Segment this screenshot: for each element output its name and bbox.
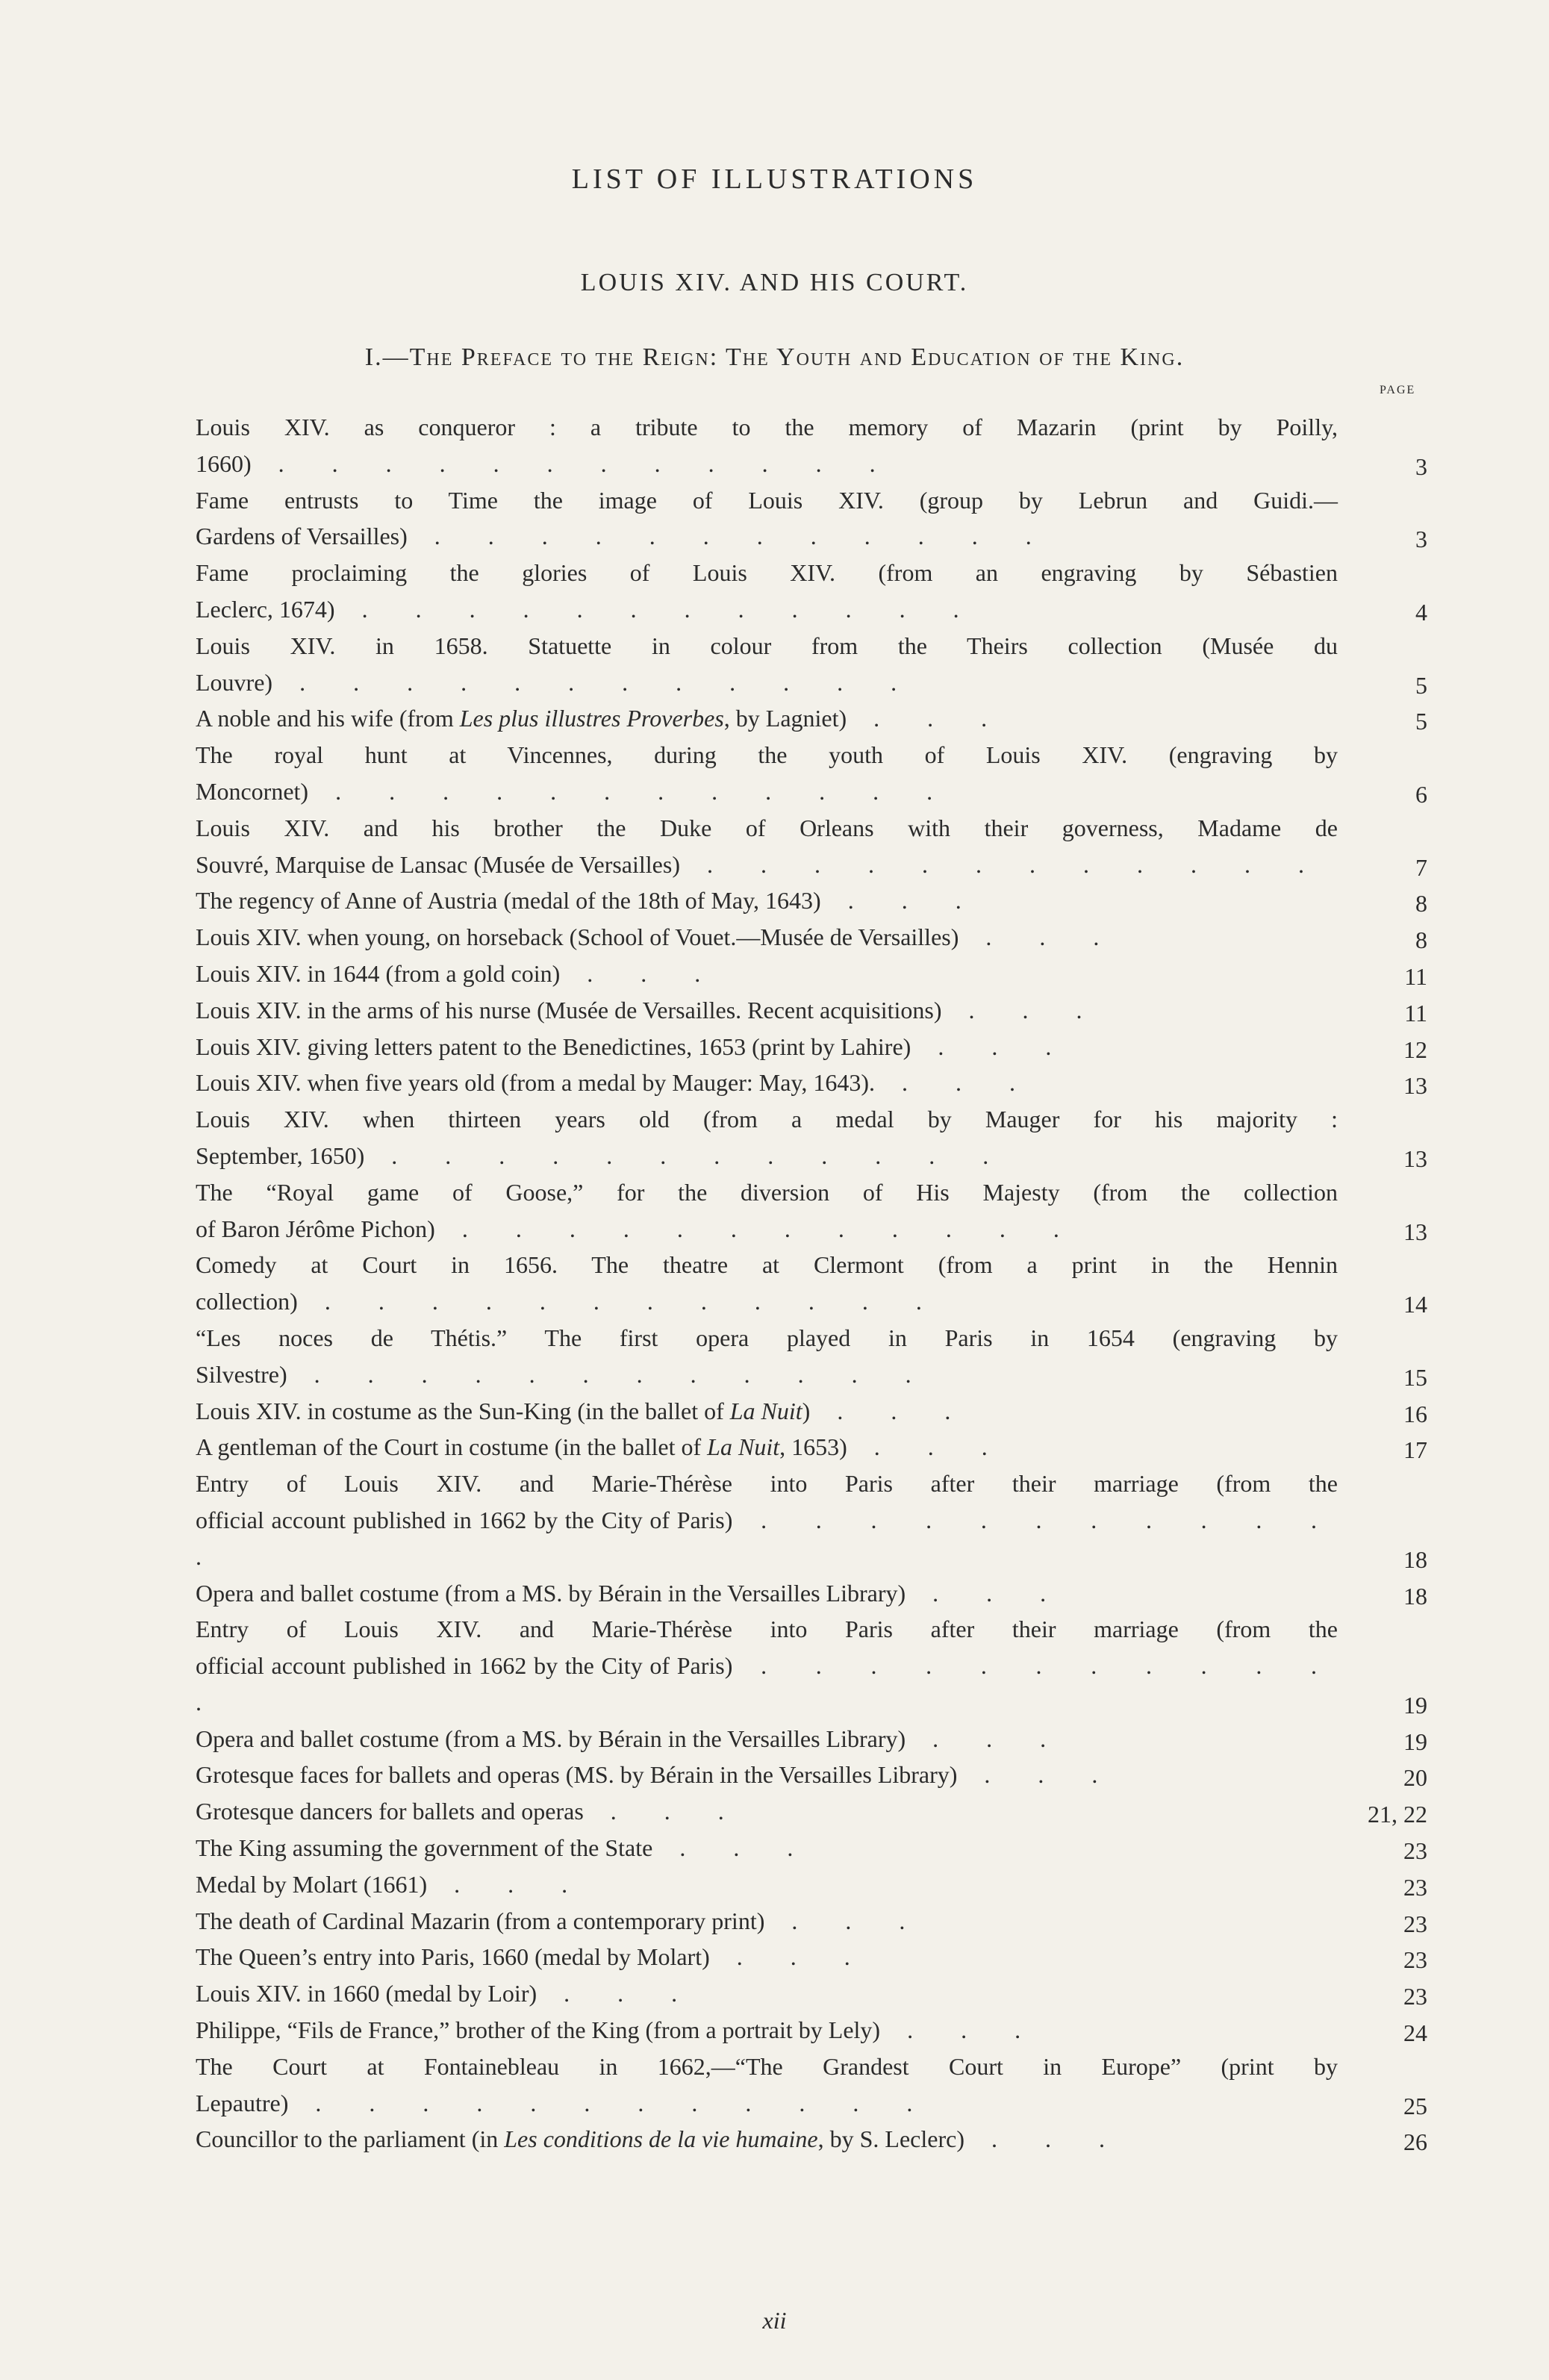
- entry-caption: Entry of Louis XIV. and Marie-Thérèse into Paris after their marriage (from the: [196, 1470, 1338, 1498]
- entry-page-number: 5: [1415, 671, 1427, 699]
- leader-dots: . . .: [583, 1798, 745, 1825]
- entry-page-number: 3: [1415, 526, 1427, 553]
- leader-dots: . . .: [652, 1834, 814, 1862]
- entry-caption: Fame proclaiming the glories of Louis XIV. (from an engraving by Sébastien: [196, 559, 1338, 587]
- list-item: [196, 919, 1427, 956]
- list-item: [196, 1611, 1427, 1720]
- entry-page-number: 11: [1404, 962, 1427, 990]
- entry-caption: The King assuming the government of the State . . .: [196, 1834, 814, 1862]
- entry-caption: Opera and ballet costume (from a MS. by Bérain in the Versailles Library) . . .: [196, 1579, 1068, 1607]
- leader-dots: . . .: [964, 2125, 1126, 2153]
- entry-caption-continued: of Baron Jérôme Pichon) . . . . . . . . . . . .: [196, 1215, 1080, 1242]
- entry-caption-continued: Moncornet) . . . . . . . . . . . .: [196, 777, 954, 805]
- list-item: [196, 1903, 1427, 1940]
- leader-dots: . . . . . . . . . . . .: [196, 1652, 1338, 1716]
- entry-caption: The death of Cardinal Mazarin (from a contemporary print) . . .: [196, 1907, 926, 1934]
- entry-page-number: 23: [1403, 1983, 1427, 2010]
- entry-caption: Louis XIV. when young, on horseback (School of Vouet.—Musée de Versailles) . . .: [196, 923, 1121, 951]
- entry-page-number: 15: [1403, 1363, 1427, 1391]
- leader-dots: . . . . . . . . . . . .: [272, 668, 918, 696]
- list-item: [196, 2012, 1427, 2049]
- leader-dots: . . .: [957, 1761, 1119, 1789]
- entry-caption: Louis XIV. in the arms of his nurse (Musée de Versailles. Recent acquisitions) . . .: [196, 996, 1103, 1024]
- entry-caption-continued: Lepautre) . . . . . . . . . . . .: [196, 2089, 934, 2116]
- list-item: [196, 1393, 1427, 1430]
- list-item: [196, 555, 1427, 628]
- list-item: [196, 810, 1427, 883]
- entry-caption: Medal by Molart (1661) . . .: [196, 1870, 589, 1898]
- entry-page-number: 23: [1403, 1910, 1427, 1937]
- list-item: [196, 1029, 1427, 1065]
- leader-dots: . . . . . . . . . . . .: [364, 1141, 1010, 1169]
- entry-page-number: 12: [1403, 1035, 1427, 1063]
- leader-dots: . . . . . . . . . . . .: [251, 449, 897, 477]
- leader-dots: . . .: [709, 1943, 871, 1971]
- entry-caption: Grotesque faces for ballets and operas (MS. by Bérain in the Versailles Library) . . .: [196, 1761, 1119, 1789]
- list-item: [196, 1939, 1427, 1975]
- entry-caption: Louis XIV. when thirteen years old (from a medal by Mauger for his majority :: [196, 1106, 1338, 1133]
- entry-page-number: 13: [1403, 1072, 1427, 1100]
- entry-page-number: 8: [1415, 890, 1427, 918]
- leader-dots: . . .: [906, 1579, 1068, 1607]
- leader-dots: . . . . . . . . . . . .: [288, 2089, 934, 2116]
- entry-page-number: 23: [1403, 1873, 1427, 1901]
- list-item: [196, 1101, 1427, 1174]
- list-item: [196, 1174, 1427, 1247]
- entry-page-number: 20: [1403, 1764, 1427, 1792]
- list-item: [196, 737, 1427, 810]
- entry-caption: Philippe, “Fils de France,” brother of the King (from a portrait by Lely) . . .: [196, 2016, 1042, 2044]
- leader-dots: . . . . . . . . . . . .: [196, 1506, 1338, 1570]
- entry-caption-continued: Souvré, Marquise de Lansac (Musée de Versailles) . . . . . . . . . . . .: [196, 850, 1325, 878]
- entry-page-number: 19: [1403, 1728, 1427, 1755]
- leader-dots: . . .: [810, 1397, 972, 1424]
- entry-caption: Entry of Louis XIV. and Marie-Thérèse into Paris after their marriage (from the: [196, 1616, 1338, 1643]
- leader-dots: . . .: [537, 1980, 699, 2007]
- leader-dots: . . .: [911, 1032, 1073, 1060]
- entry-caption-continued: collection) . . . . . . . . . . . .: [196, 1288, 943, 1315]
- list-item: [196, 992, 1427, 1029]
- leader-dots: . . . . . . . . . . . .: [434, 1215, 1080, 1242]
- list-item: [196, 1320, 1427, 1393]
- entry-page-number: 8: [1415, 926, 1427, 954]
- leader-dots: . . .: [906, 1725, 1068, 1752]
- illustration-list: [196, 409, 1427, 2158]
- list-item: [196, 628, 1427, 701]
- list-item: [196, 700, 1427, 737]
- list-item: [196, 2121, 1427, 2158]
- entry-page-number: 18: [1403, 1582, 1427, 1610]
- list-item: [196, 409, 1427, 482]
- leader-dots: . . .: [880, 2016, 1042, 2044]
- leader-dots: . . . . . . . . . . . .: [334, 595, 980, 623]
- list-item: [196, 1830, 1427, 1866]
- entry-caption: Louis XIV. in 1658. Statuette in colour from the Theirs collection (Musée du: [196, 632, 1338, 659]
- list-item: [196, 482, 1427, 555]
- leader-dots: . . .: [941, 996, 1103, 1024]
- leader-dots: . . . . . . . . . . . .: [407, 523, 1053, 550]
- entry-caption: Fame entrusts to Time the image of Louis XIV. (group by Lebrun and Guidi.—: [196, 486, 1338, 514]
- entry-page-number: 11: [1404, 999, 1427, 1027]
- entry-caption: The Queen’s entry into Paris, 1660 (medal by Molart) . . .: [196, 1943, 871, 1971]
- entry-caption: “Les noces de Thétis.” The first opera played in Paris in 1654 (engraving by: [196, 1324, 1338, 1351]
- entry-caption-continued: official account published in 1662 by the City of Paris) . . . . . . . . . . . .: [196, 1506, 1338, 1570]
- entry-caption: A noble and his wife (from Les plus illustres Proverbes, by Lagniet) . . .: [196, 705, 1009, 732]
- entry-caption: The royal hunt at Vincennes, during the youth of Louis XIV. (engraving by: [196, 741, 1338, 769]
- entry-caption: The Court at Fontainebleau in 1662,—“The Grandest Court in Europe” (print by: [196, 2052, 1338, 2080]
- entry-page-number: 13: [1403, 1144, 1427, 1172]
- entry-page-number: 7: [1415, 853, 1427, 881]
- leader-dots: . . .: [847, 705, 1009, 732]
- list-item: [196, 1866, 1427, 1903]
- page-title: LIST OF ILLUSTRATIONS: [571, 163, 978, 195]
- entry-page-number: 24: [1403, 2019, 1427, 2047]
- list-item: [196, 882, 1427, 919]
- entry-caption-continued: Louvre) . . . . . . . . . . . .: [196, 668, 918, 696]
- leader-dots: . . .: [820, 887, 982, 915]
- entry-caption: Louis XIV. as conqueror : a tribute to the memory of Mazarin (print by Poilly,: [196, 414, 1338, 440]
- entry-caption: Comedy at Court in 1656. The theatre at Clermont (from a print in the Hennin: [196, 1251, 1338, 1279]
- list-item: [196, 1721, 1427, 1757]
- list-item: [196, 1793, 1427, 1830]
- entry-caption: Grotesque dancers for ballets and operas . . .: [196, 1798, 745, 1825]
- leader-dots: . . . . . . . . . . . .: [679, 850, 1325, 878]
- entry-caption: The “Royal game of Goose,” for the diversion of His Majesty (from the collection: [196, 1178, 1338, 1206]
- entry-page-number: 25: [1403, 2092, 1427, 2119]
- entry-caption-continued: official account published in 1662 by the City of Paris) . . . . . . . . . . . .: [196, 1652, 1338, 1716]
- entry-page-number: 6: [1415, 780, 1427, 808]
- page-column-label: PAGE: [1380, 384, 1416, 396]
- entry-caption: Louis XIV. when five years old (from a medal by Mauger: May, 1643). . . .: [196, 1069, 1036, 1097]
- entry-caption: A gentleman of the Court in costume (in the ballet of La Nuit, 1653) . . .: [196, 1433, 1009, 1461]
- list-item: [196, 1575, 1427, 1612]
- entry-caption: Opera and ballet costume (from a MS. by Bérain in the Versailles Library) . . .: [196, 1725, 1068, 1752]
- entry-caption-continued: Leclerc, 1674) . . . . . . . . . . . .: [196, 595, 980, 623]
- leader-dots: . . . . . . . . . . . .: [287, 1360, 932, 1388]
- entry-page-number: 16: [1403, 1400, 1427, 1427]
- folio: xii: [762, 2307, 787, 2334]
- leader-dots: . . .: [427, 1870, 589, 1898]
- leader-dots: . . . . . . . . . . . .: [297, 1288, 943, 1315]
- leader-dots: . . .: [560, 959, 722, 987]
- entry-page-number: 13: [1403, 1218, 1427, 1245]
- entry-caption-continued: September, 1650) . . . . . . . . . . . .: [196, 1141, 1010, 1169]
- entry-caption: Louis XIV. in costume as the Sun-King (in the ballet of La Nuit) . . .: [196, 1397, 972, 1424]
- entry-page-number: 18: [1403, 1545, 1427, 1573]
- subtitle: LOUIS XIV. AND HIS COURT.: [580, 269, 969, 296]
- section-heading: I.—The Preface to the Reign: The Youth and Education of the King.: [364, 343, 1185, 371]
- entry-page-number: 5: [1415, 708, 1427, 735]
- entry-page-number: 23: [1403, 1946, 1427, 1974]
- list-item: [196, 1429, 1427, 1465]
- entry-caption-continued: Gardens of Versailles) . . . . . . . . . . . .: [196, 523, 1053, 550]
- leader-dots: . . .: [875, 1069, 1036, 1097]
- entry-caption: The regency of Anne of Austria (medal of the 18th of May, 1643) . . .: [196, 887, 982, 915]
- entry-caption-continued: Silvestre) . . . . . . . . . . . .: [196, 1360, 932, 1388]
- entry-page-number: 17: [1403, 1436, 1427, 1464]
- entry-page-number: 14: [1403, 1291, 1427, 1318]
- leader-dots: . . .: [764, 1907, 926, 1934]
- entry-caption-continued: 1660) . . . . . . . . . . . .: [196, 449, 897, 477]
- entry-caption: Louis XIV. in 1660 (medal by Loir) . . .: [196, 1980, 699, 2007]
- entry-page-number: 23: [1403, 1837, 1427, 1865]
- list-item: [196, 1247, 1427, 1320]
- list-item: [196, 956, 1427, 992]
- entry-page-number: 21, 22: [1368, 1801, 1427, 1828]
- entry-page-number: 19: [1403, 1691, 1427, 1719]
- list-item: [196, 1065, 1427, 1101]
- list-item: [196, 2049, 1427, 2122]
- entry-page-number: 4: [1415, 598, 1427, 626]
- list-item: [196, 1465, 1427, 1574]
- entry-page-number: 26: [1403, 2128, 1427, 2156]
- entry-page-number: 3: [1415, 452, 1427, 480]
- entry-caption: Louis XIV. in 1644 (from a gold coin) . . .: [196, 959, 722, 987]
- leader-dots: . . .: [959, 923, 1121, 951]
- entry-caption: Louis XIV. giving letters patent to the Benedictines, 1653 (print by Lahire) . . .: [196, 1032, 1073, 1060]
- entry-caption: Louis XIV. and his brother the Duke of Orleans with their governess, Madame de: [196, 814, 1338, 841]
- list-item: [196, 1975, 1427, 2012]
- list-item: [196, 1757, 1427, 1793]
- leader-dots: . . . . . . . . . . . .: [308, 777, 954, 805]
- entry-caption: Councillor to the parliament (in Les conditions de la vie humaine, by S. Leclerc) . . .: [196, 2125, 1126, 2153]
- leader-dots: . . .: [847, 1433, 1009, 1461]
